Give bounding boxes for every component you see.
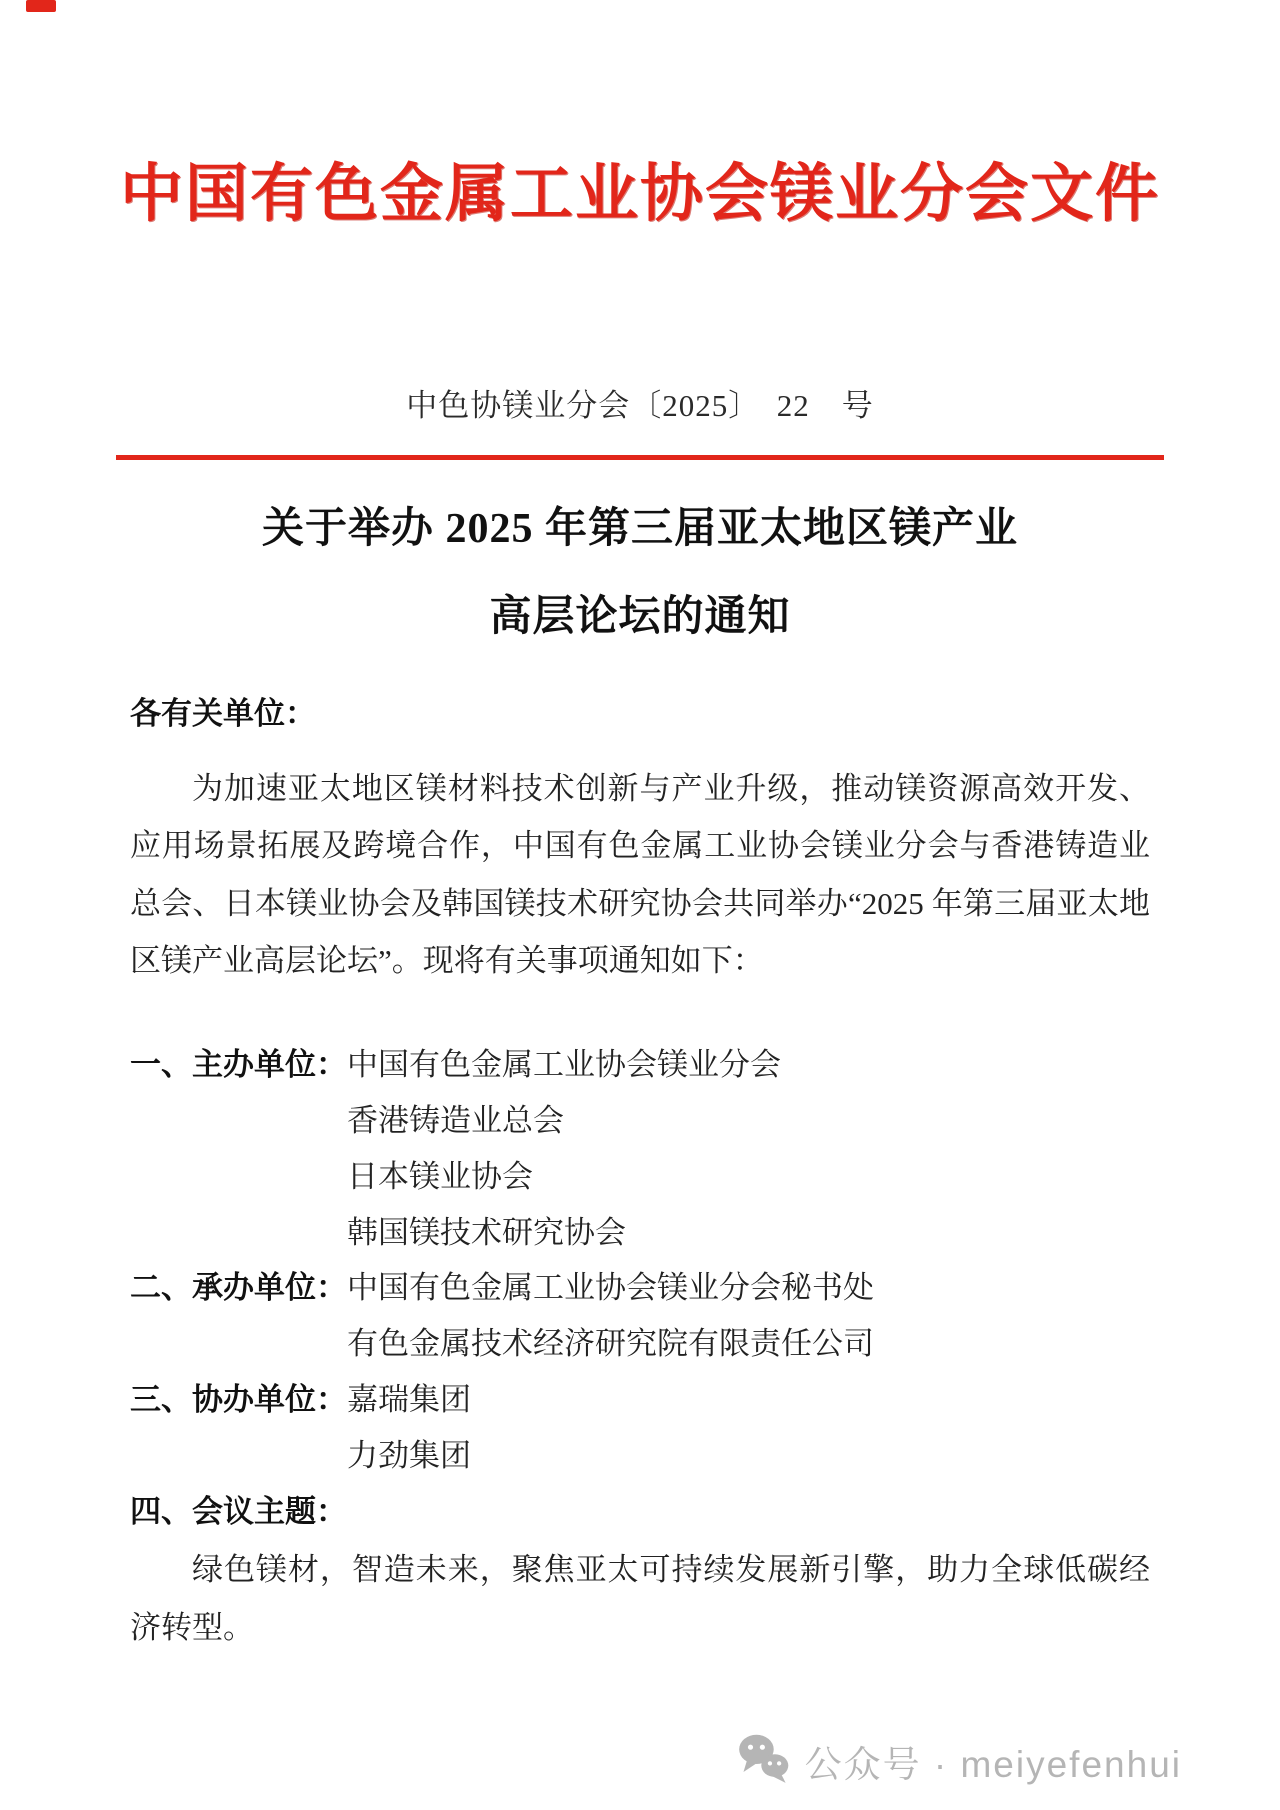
theme-paragraph: 绿色镁材，智造未来，聚焦亚太可持续发展新引擎，助力全球低碳经济转型。 [130,1552,1150,1645]
wechat-icon [737,1733,791,1788]
section-item: 香港铸造业总会 [347,1103,564,1139]
document-title [0,485,1280,661]
document-title-line2: 高层论坛的通知 [489,594,791,641]
section-items [347,1372,1150,1484]
section-item: 力劲集团 [347,1437,471,1473]
salutation: 各有关单位： [130,695,316,731]
section-hosts [130,1037,1150,1260]
section-item: 有色金属技术经济研究院有限责任公司 [347,1326,874,1362]
section-items [347,1260,1150,1372]
section-item: 日本镁业协会 [347,1158,533,1194]
section-item: 韩国镁技术研究协会 [347,1214,626,1250]
scan-red-artifact [26,0,56,12]
document-header-title: 中国有色金属工业协会镁业分会文件 [120,159,1160,229]
document-title-line1: 关于举办 2025 年第三届亚太地区镁产业 [261,506,1018,553]
section-list [130,1037,1150,1539]
section-label: 一、主办单位： [130,1047,347,1083]
section-theme-header [130,1484,1150,1540]
red-divider-rule [116,455,1164,460]
section-item: 中国有色金属工业协会镁业分会秘书处 [347,1270,874,1306]
section-label: 四、会议主题： [130,1493,347,1529]
section-organizers [130,1260,1150,1372]
section-label: 二、承办单位： [130,1270,347,1306]
section-item: 中国有色金属工业协会镁业分会 [347,1047,781,1083]
document-number: 中色协镁业分会〔2025〕 22 号 [406,387,874,423]
wechat-account-label: 公众号 · meiyefenhui [804,1743,1182,1785]
document-body [130,692,1150,1657]
section-item: 嘉瑞集团 [347,1382,471,1418]
section-items [347,1037,1150,1260]
intro-paragraph: 为加速亚太地区镁材料技术创新与产业升级，推动镁资源高效开发、应用场景拓展及跨境合作，中国有色金属工业协会镁业分会与香港铸造业总会、日本镁业协会及韩国镁技术研究协会共同举办“2025 年第三届亚太地区镁产业高层论坛”。现将有关事项通知如下： [130,770,1150,978]
section-label: 三、协办单位： [130,1382,347,1418]
section-co-organizers [130,1372,1150,1484]
wechat-footer [737,1733,1182,1788]
